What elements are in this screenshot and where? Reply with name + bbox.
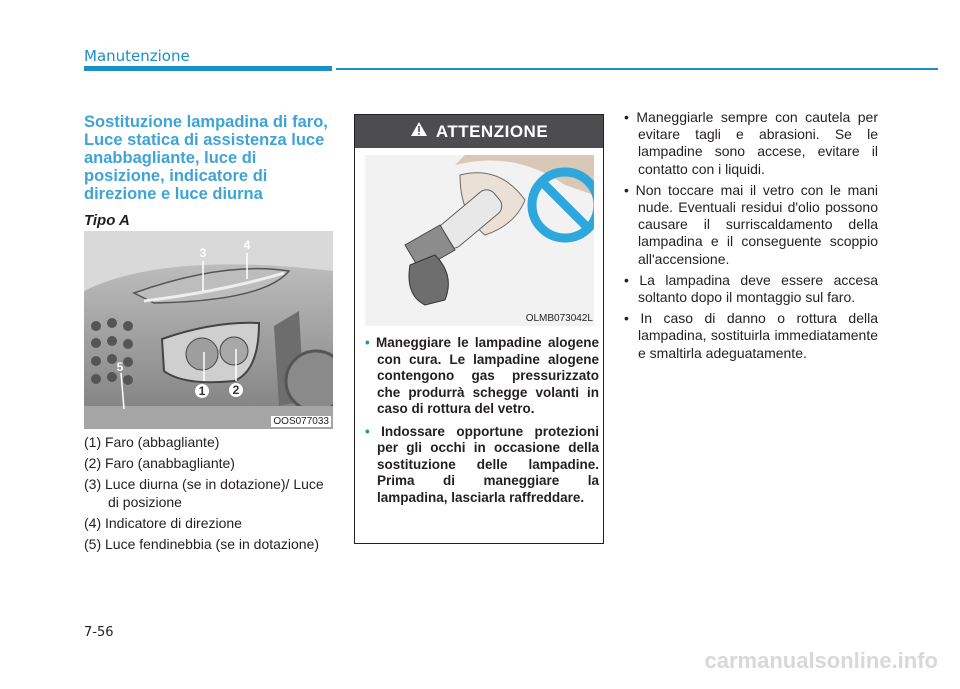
header-rule-thick [84,66,332,71]
precaution-text: Non toccare mai il vetro con le mani nude. Eventuali residui d'olio possono causare il surriscaldamento della lampadina e il conseguente scoppio all'accensione. [635,181,878,267]
section-title [84,113,334,203]
page-number: 7-56 [84,625,114,640]
bulb-handling-illustration [365,155,594,326]
legend-item: (4) Indicatore di direzione [84,515,242,531]
precaution-text: La lampadina deve essere accesa soltanto dopo il montaggio sul faro. [638,271,878,306]
legend-list [84,433,334,556]
warning-list [365,335,599,512]
legend-item: (3) Luce diurna (se in dotazione)/ Luce di posizione [84,476,324,510]
warning-triangle-icon [410,121,428,142]
legend-item: (1) Faro (abbagliante) [84,434,220,450]
callout-5: 5 [116,360,124,374]
precaution-item: • In caso di danno o rottura della lampadina, sostituirla immediatamente e smaltirla adeguatamente. [624,310,878,361]
callout-3: 3 [199,246,207,260]
title-line: anabbagliante, luce di [84,149,257,167]
headlamp-illustration [84,231,333,429]
precaution-list [624,109,878,366]
callout-1: 1 [198,384,206,398]
precaution-text: In caso di danno o rottura della lampadina, sostituirla immediatamente e smaltirla adeguatamente. [638,310,878,361]
bullet-icon: • [365,335,377,350]
callout-2: 2 [232,383,240,397]
precaution-item: • Non toccare mai il vetro con le mani nude. Eventuali residui d'olio possono causare il surriscaldamento della lampadina e il conseguente scoppio all'accensione. [624,181,878,267]
watermark: carmanualsonline.info [704,648,938,673]
type-subtitle: Tipo A [84,212,130,229]
title-line: posizione, indicatore di [84,167,268,185]
precaution-item: • Maneggiarle sempre con cautela per evitare tagli e abrasioni. Se le lampadine sono accese, evitare il contatto con i liquidi. [624,109,878,177]
warning-item-text: Indossare opportune protezioni per gli occhi in occasione della sostituzione delle lampadine. Prima di maneggiare la lampadina, lasciarla raffreddare. [377,423,599,505]
title-line: direzione e luce diurna [84,185,263,203]
warning-item [365,335,599,418]
warning-header [355,115,603,148]
header-rule-thin [336,68,938,70]
precaution-item: • La lampadina deve essere accesa soltanto dopo il montaggio sul faro. [624,271,878,306]
warning-heading: ATTENZIONE [435,121,549,141]
title-line: Sostituzione lampadina di faro, [84,113,328,131]
left-column [84,113,334,229]
callout-4: 4 [243,238,251,252]
section-header: Manutenzione [84,47,190,65]
warning-item-text: Maneggiare le lampadine alogene con cura. Le lampadine alogene contengono gas pressurizzato che produrrà schegge volanti in caso di rottura del vetro. [376,335,599,416]
headlamp-photo [84,231,333,429]
title-line: Luce statica di assistenza luce [84,131,325,149]
warning-box [354,114,604,544]
legend-item: (5) Luce fendinebbia (se in dotazione) [84,536,320,552]
legend-item: (2) Faro (anabbagliante) [84,455,235,471]
warning-item [365,424,599,507]
figure-code: OOS077033 [273,416,329,427]
bullet-icon: • [365,423,382,439]
warning-figure-code: OLMB073042L [525,313,593,324]
precaution-text: Maneggiarle sempre con cautela per evitare tagli e abrasioni. Se le lampadine sono accese, evitare il contatto con i liquidi. [636,109,878,177]
